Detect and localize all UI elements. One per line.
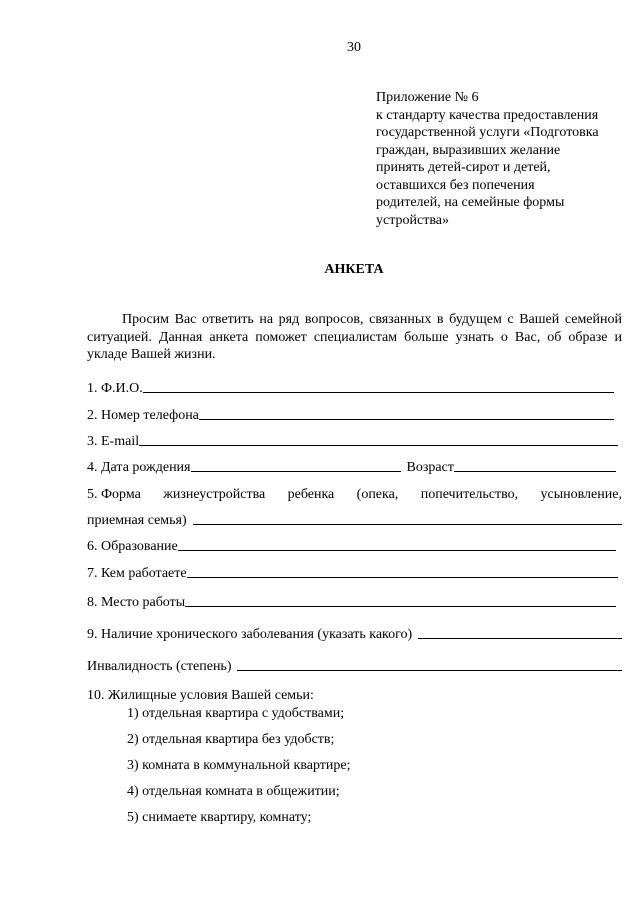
appendix-line: принять детей-сирот и детей,: [376, 160, 551, 175]
field-education[interactable]: [87, 537, 622, 555]
housing-option[interactable]: 5) снимаете квартиру, комнату;: [127, 810, 312, 825]
field-label-word: 5. Форма: [87, 487, 141, 502]
field-label-word: усыновление,: [540, 487, 622, 502]
housing-option[interactable]: 2) отдельная квартира без удобств;: [127, 732, 335, 747]
appendix-line: родителей, на семейные формы: [376, 195, 565, 210]
field-housing-heading: 10. Жилищные условия Вашей семьи:: [87, 688, 314, 703]
field-disability[interactable]: [87, 657, 622, 675]
appendix-line: граждан, выразивших желание: [376, 142, 561, 158]
field-phone[interactable]: [87, 406, 622, 424]
field-label: 6. Образование: [87, 539, 178, 554]
fill-line[interactable]: [191, 471, 401, 472]
housing-options-list: [127, 706, 527, 836]
field-label: 1. Ф.И.О.: [87, 381, 143, 396]
field-label: 9. Наличие хронического заболевания (указать какого): [87, 627, 413, 642]
fill-line[interactable]: [418, 638, 622, 639]
housing-option[interactable]: 1) отдельная квартира с удобствами;: [127, 706, 345, 721]
field-birth-date[interactable]: [87, 458, 622, 476]
fill-line[interactable]: [237, 670, 622, 671]
field-label: 4. Дата рождения: [87, 460, 191, 475]
housing-option[interactable]: 3) комната в коммунальной квартире;: [127, 758, 351, 773]
fill-line[interactable]: [187, 577, 618, 578]
appendix-line: оставшихся без попечения: [376, 177, 535, 193]
field-placement-form-cont[interactable]: [87, 511, 622, 529]
field-workplace[interactable]: [87, 593, 622, 611]
field-label: 7. Кем работаете: [87, 566, 187, 581]
appendix-line: устройства»: [376, 212, 449, 228]
field-label-word: жизнеустройства: [163, 487, 266, 502]
field-occupation[interactable]: [87, 564, 622, 582]
field-label-word: (опека,: [356, 487, 399, 502]
field-label: приемная семья): [87, 513, 187, 528]
field-label-word: ребенка: [287, 487, 335, 502]
appendix-line: государственной услуги «Подготовка: [376, 125, 599, 140]
field-label: 8. Место работы: [87, 595, 186, 610]
fill-line[interactable]: [199, 419, 614, 420]
form-title: АНКЕТА: [324, 262, 384, 277]
page-number: 30: [347, 40, 361, 55]
field-placement-form: [87, 485, 622, 503]
appendix-line: к стандарту качества предоставления: [376, 107, 599, 123]
intro-paragraph: Просим Вас ответить на ряд вопросов, связанных в будущем с Вашей семейной ситуацией. Данная анкета поможет специалистам больше узнать о Вас, об образе и укладе Вашей жизни.: [87, 312, 622, 362]
field-label-age: Возраст: [406, 460, 454, 475]
field-full-name[interactable]: [87, 379, 622, 397]
field-label: 3. E-mail: [87, 434, 140, 449]
field-label: 2. Номер телефона: [87, 408, 199, 423]
fill-line[interactable]: [143, 392, 614, 393]
appendix-header: [376, 89, 626, 229]
fill-line[interactable]: [193, 524, 622, 525]
appendix-line: Приложение № 6: [376, 90, 479, 105]
field-label: Инвалидность (степень): [87, 659, 232, 674]
fill-line[interactable]: [185, 606, 616, 607]
field-email[interactable]: [87, 432, 622, 450]
fill-line[interactable]: [139, 445, 618, 446]
field-chronic-disease[interactable]: [87, 625, 622, 643]
field-label-word: попечительство,: [420, 487, 519, 502]
fill-line-age[interactable]: [454, 471, 616, 472]
fill-line[interactable]: [178, 550, 616, 551]
housing-option[interactable]: 4) отдельная комната в общежитии;: [127, 784, 340, 799]
